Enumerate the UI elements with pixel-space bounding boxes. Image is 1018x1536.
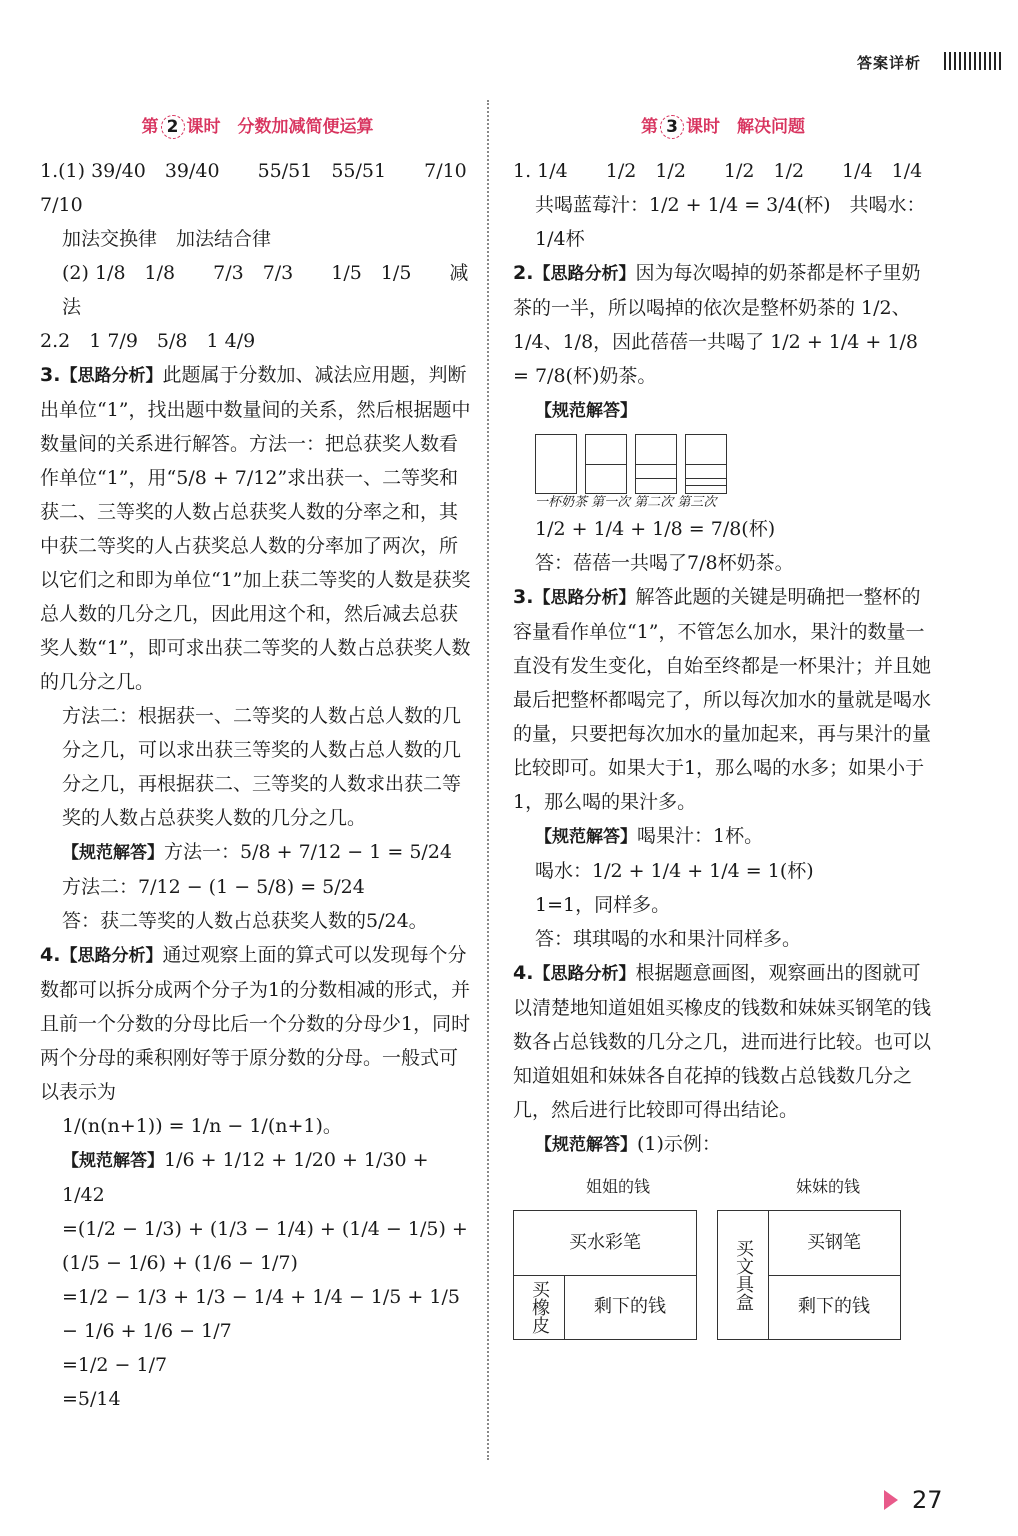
q4-answer-line4: =1/2 − 1/3 + 1/3 − 1/4 + 1/4 − 1/5 + 1/5 − 1/6 + 1/6 − 1/7: [62, 1286, 460, 1342]
lesson-3-title: 第 3 课时 解决问题: [641, 117, 805, 137]
q2-answer-tag: 【规范解答】: [535, 401, 637, 421]
q1-row1: 1.(1) 39/40 39/40 55/51 55/51 7/10 7/10: [40, 160, 486, 216]
q1-laws: 加法交换律 加法结合律: [62, 228, 272, 250]
money-labels: [513, 1170, 933, 1204]
column-divider: [487, 100, 489, 1460]
q4-answer-line1: 【规范解答】1/6 + 1/12 + 1/20 + 1/30 + 1/42: [62, 1149, 429, 1206]
q3-answer-4: 答：琪琪喝的水和果汁同样多。: [535, 928, 802, 950]
sister-money-label: 姐姐的钱: [585, 1177, 650, 1196]
buy-pencil-case-section: 买文具盒: [718, 1211, 769, 1339]
q3-answer-2: 方法二：7/12 − (1 − 5/8) = 5/24: [62, 876, 365, 898]
remaining-money-section: 剩下的钱: [594, 1296, 666, 1317]
q4-formula: 1/(n(n+1)) = 1/n − 1/(n+1)。: [62, 1115, 342, 1137]
q4-answer: 【规范解答】(1)示例：: [535, 1133, 721, 1155]
analysis-tag: 【思路分析】: [533, 964, 636, 984]
analysis-tag: 【思路分析】: [533, 264, 636, 284]
q4-answer-line5: =1/2 − 1/7: [62, 1354, 168, 1376]
header-decoration-bars: [944, 52, 1004, 70]
q3-answer-1: 【规范解答】喝果汁：1杯。: [535, 825, 764, 847]
analysis-tag: 【思路分析】: [533, 588, 636, 608]
q4-analysis: 4.【思路分析】通过观察上面的算式可以发现每个分数都可以拆分成两个分子为1的分数相减的形式，并且前一个分数的分母比后一个分数的分母少1，同时两个分母的乘积刚好等于原分数的分母。一般式可以表示为: [40, 944, 471, 1103]
buy-pen-section: 买钢笔: [768, 1211, 900, 1276]
sister-money-box: [513, 1210, 697, 1340]
lesson-number-badge: 3: [660, 115, 684, 139]
lesson-2-title: 第 2 课时 分数加减简便运算: [141, 117, 374, 137]
q1-row2: (2) 1/8 1/8 7/3 7/3 1/5 1/5 减法: [62, 262, 469, 318]
right-column: [513, 110, 933, 1340]
answer-tag: 【规范解答】: [62, 1151, 164, 1171]
q4-answer-line2: =(1/2 − 1/3) + (1/3 − 1/4) + (1/4 − 1/5) +: [62, 1218, 468, 1240]
analysis-tag: 【思路分析】: [60, 946, 163, 966]
q2-equation: 1/2 + 1/4 + 1/8 = 7/8(杯): [535, 518, 776, 540]
money-boxes: [513, 1210, 933, 1340]
cup-third: [685, 434, 727, 494]
answer-tag: 【规范解答】: [535, 827, 637, 847]
q4-answer-line3: (1/5 − 1/6) + (1/6 − 1/7): [62, 1252, 298, 1274]
q1-text: 共喝蓝莓汁：1/2 + 1/4 = 3/4(杯) 共喝水：1/4杯: [535, 194, 926, 250]
q3-answer-3: 答：获二等奖的人数占总获奖人数的5/24。: [62, 910, 428, 932]
header-label: 答案详析: [857, 54, 922, 72]
q4-analysis: 4.【思路分析】根据题意画图，观察画出的图就可以清楚地知道姐姐买橡皮的钱数和妹妹买钢笔的钱数各占总钱数的几分之几，进而进行比较。也可以知道姐姐和妹妹各自花掉的钱数占总钱数几分之几，然后进行比较即可得出结论。: [513, 962, 932, 1121]
buy-eraser-section: 买橡皮: [514, 1275, 565, 1339]
buy-watercolor-pens-section: 买水彩笔: [514, 1211, 696, 1276]
milk-tea-cups-diagram: [513, 434, 933, 494]
analysis-tag: 【思路分析】: [60, 366, 163, 386]
younger-sister-money-box: [717, 1210, 901, 1340]
remaining-money-section: 剩下的钱: [798, 1296, 870, 1317]
page-number: 27: [912, 1486, 943, 1514]
left-column: [40, 110, 486, 1416]
q3-answer-2: 喝水：1/2 + 1/4 + 1/4 = 1(杯): [535, 860, 814, 882]
lesson-number-badge: 2: [161, 115, 185, 139]
q3-method2: 方法二：根据获一、二等奖的人数占总人数的几分之几，可以求出获三等奖的人数占总人数的几分之几，再根据获二、三等奖的人数求出获二等奖的人数占总获奖人数的几分之几。: [62, 705, 462, 829]
cup-second: [635, 434, 677, 494]
q2-answer: 2.2 1 7/9 5/8 1 4/9: [40, 330, 256, 352]
cup-first: [585, 434, 627, 494]
page-arrow-icon: [884, 1490, 898, 1510]
q3-analysis: 3.【思路分析】此题属于分数加、减法应用题，判断出单位“1”，找出题中数量间的关系，然后根据题中数量间的关系进行解答。方法一：把总获奖人数看作单位“1”，用“5/8 + 7/12”求出获一、二等奖和获二、三等奖的人数占总获奖人数的分率之和，其中获二等奖的人占获奖总人数的分率加了两次，所以它们之和即为单位“1”加上获二等奖的人数是获奖总人数的几分之几，因此用这个和，然后减去总获奖人数“1”，即可求出获二等奖的人数占总获奖人数的几分之几。: [40, 364, 471, 693]
q2-analysis: 2.【思路分析】因为每次喝掉的奶茶都是杯子里奶茶的一半，所以喝掉的依次是整杯奶茶的 1/2、1/4、1/8，因此蓓蓓一共喝了 1/2 + 1/4 + 1/8 = 7/8(杯)奶茶。: [513, 262, 921, 387]
answer-tag: 【规范解答】: [62, 843, 164, 863]
cup-full: [535, 434, 577, 494]
q1-row: 1. 1/4 1/2 1/2 1/2 1/2 1/4 1/4: [513, 160, 923, 182]
cup-caption: 一杯奶茶 第一次 第二次 第三次: [535, 495, 717, 510]
q3-answer-3: 1=1，同样多。: [535, 894, 671, 916]
q4-answer-line6: =5/14: [62, 1388, 121, 1410]
q3-answer-1: 【规范解答】方法一：5/8 + 7/12 − 1 = 5/24: [62, 841, 452, 863]
q3-analysis: 3.【思路分析】解答此题的关键是明确把一整杯的容量看作单位“1”，不管怎么加水，果汁的数量一直没有发生变化，自始至终都是一杯果汁；并且她最后把整杯都喝完了，所以每次加水的量就是喝水的量，只要把每次加水的量加起来，再与果汁的量比较即可。如果大于1，那么喝的水多；如果小于1，那么喝的果汁多。: [513, 586, 932, 813]
answer-tag: 【规范解答】: [535, 1135, 637, 1155]
younger-sister-money-label: 妹妹的钱: [795, 1177, 860, 1196]
q2-answer: 答：蓓蓓一共喝了7/8杯奶茶。: [535, 552, 794, 574]
